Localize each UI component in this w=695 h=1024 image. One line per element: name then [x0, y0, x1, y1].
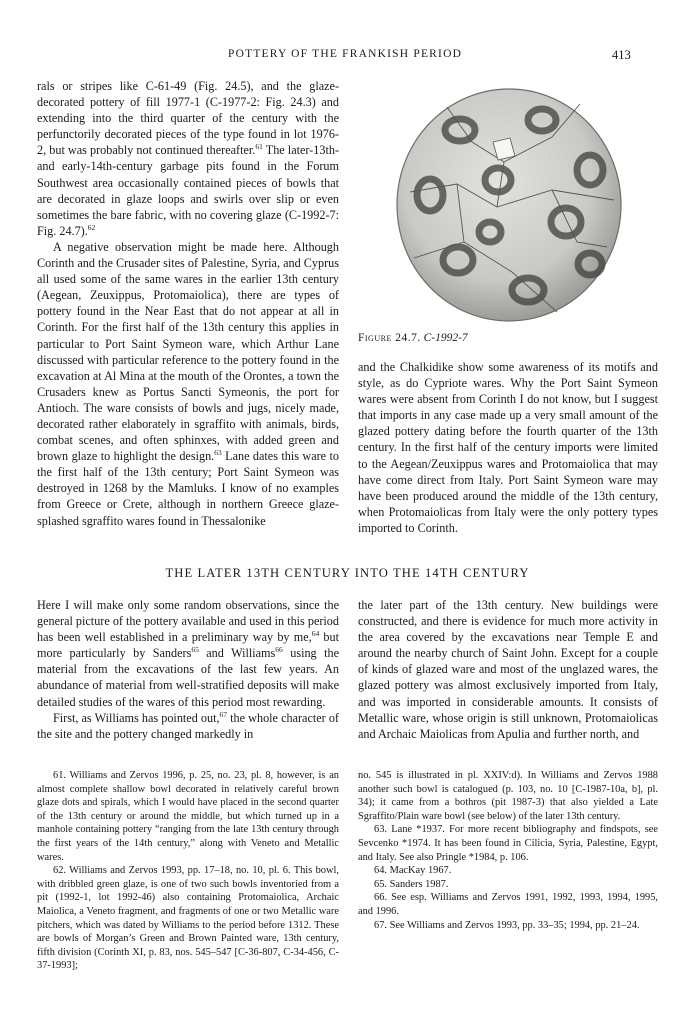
- text-run: but more particularly by Sanders: [37, 630, 339, 661]
- footnotes-left: [37, 769, 339, 973]
- text-run: rals or stripes like C-61-49 (Fig. 24.5), and the glaze-decorated pottery of fill 1977-1 (C-1977-2: Fig. 24.3) and extending into the third quarter of the century with the perfunctorily decorated pieces of the type found in lot 1976-2, but was probably not continued thereafter.: [37, 79, 339, 158]
- text-run: Lane dates this ware to the first half of the 13th century; Port Saint Symeon was destroyed in 1268 by the Mamluks. I know of no examples from Greece or Crete, although in northern Greece glaze-splashed sgraffito wares found in Thessalonike: [37, 449, 339, 528]
- footnote-ref[interactable]: 63: [214, 448, 222, 458]
- text-run: using the material from the excavations of the last few years. An abundance of material from well-stratified deposits will make detailed studies of the wares of this period most rewarding.: [37, 646, 339, 709]
- footnote: 61. Williams and Zervos 1996, p. 25, no. 23, pl. 8, however, is an almost complete shallow bowl decorated in relatively careful brown glaze dots and spirals, which I would have placed in the second quarter of the 13th century or around the middle, but which turned up in a manhole containing pottery “ranging from the late 13th century through the first years of the 14th century,” along with Veneto and Metallic wares.: [37, 770, 339, 863]
- paragraph: [358, 597, 658, 742]
- text-run: Here I will make only some random observations, since the general picture of the pottery available and used in this period has been well established in a preliminary way by me,: [37, 598, 339, 645]
- footnote-ref[interactable]: 64: [311, 629, 320, 639]
- footnote: 62. Williams and Zervos 1993, pp. 17–18, no. 10, pl. 6. This bowl, with dribbled green glaze, is one of two such bowls inventoried from a pit (1992-1, lot 1992-46) also containing Protomaiolica, Archaic Maiolica, a Veneto fragment, and fragments of one or two Metallic ware pitchers, which was dated by Williams to the period before 1312. These are bowls of Morgan’s Green and Brown Painted ware, 13th century, fifth division (Corinth XI, p. 83, nos. 545–547 [C-36-807, C-34-456, C-37-1993];: [37, 865, 339, 972]
- paragraph: [37, 78, 339, 239]
- text-run: First, as Williams has pointed out,: [53, 710, 220, 725]
- paragraph: [37, 710, 339, 742]
- footnote: 64. MacKay 1967.: [374, 865, 452, 877]
- paragraph: [37, 239, 339, 529]
- figure-label: Figure 24.7.: [358, 332, 421, 344]
- footnote-ref[interactable]: 67: [219, 709, 228, 719]
- text-run: the whole character of the site and the pottery changed markedly in: [37, 710, 339, 741]
- text-run: and the Chalkidike show some awareness of its motifs and style, as do Cypriote wares. Why the Port Saint Symeon wares were absent from Corinth I do not know, but I suggest that imports in any case made up a very small amount of the glazed pottery dating before the fourth quarter of the 13th century. In the first half of the century imports were limited to the Aegean/Zeuxippus wares and Protomaiolica that may have come direct from Italy. Port Saint Symeon ware may have been produced around the middle of the 13th century, when Protomaiolicas from Italy were the only pottery types imported to Corinth.: [358, 360, 658, 535]
- footnote-ref[interactable]: 62: [87, 222, 96, 232]
- right-column-bottom: [358, 597, 658, 742]
- footnote: no. 545 is illustrated in pl. XXIV:d). In Williams and Zervos 1988 another such bowl is catalogued (p. 103, no. 10 [C-1987-10a, b], pl. 34); it came from a bothros (pit 1987-3) that also yielded a Late Sgraffito/Plain ware bowl (see below) of the later 13th century.: [358, 770, 658, 822]
- figure-bowl-photo: [352, 72, 664, 330]
- footnotes-right: [358, 769, 658, 932]
- text-run: The later-13th- and early-14th-century garbage pits found in the Forum Southwest area occasionally contained pieces of bowls that are decorated in glaze loops and swirls over slip or even sometimes the bare fabric, with no covering glaze (C-1992-7: Fig. 24.7).: [37, 143, 339, 238]
- text-run: the later part of the 13th century. New buildings were constructed, and there is evidence for much more activity in the area covered by the excavations near Temple E and around the nearby church of Saint John. Except for a couple of kinds of glazed ware and most of the unglazed wares, the glazed pottery was almost exclusively imported from Italy, and was imported in considerable amounts. It consists of Metallic ware, whose origin is still unknown, Protomaiolicas and Archaic Maiolicas from Apulia and further north, and: [358, 598, 658, 741]
- paragraph: [358, 359, 658, 536]
- footnote: 63. Lane *1937. For more recent bibliography and findspots, see Sevcenko *1974. It has been found in Cilicia, Syria, Palestine, Egypt, and Italy. See also Pringle *1984, p. 106.: [358, 824, 658, 863]
- running-header: [0, 48, 695, 68]
- footnote: 65. Sanders 1987.: [374, 878, 449, 890]
- running-title: POTTERY OF THE FRANKISH PERIOD: [228, 48, 463, 60]
- footnote-ref[interactable]: 61: [255, 142, 263, 152]
- figure-reference: C-1992-7: [423, 332, 468, 344]
- paragraph: [37, 597, 339, 710]
- left-column-top: [37, 78, 339, 529]
- page-number: 413: [612, 48, 631, 62]
- footnote-ref[interactable]: 66: [275, 645, 283, 655]
- text-run: A negative observation might be made here. Although Corinth and the Crusader sites of Palestine, Syria, and Cyprus all used some of the same wares in the earlier 13th century (Aegean, Zeuxippus, Protomaiolica), there are types of pottery found in the Near East that do not appear at all in Corinth. For the first half of the 13th century this applies in particular to Port Saint Symeon ware, which Arthur Lane discussed with particular reference to the pottery found in the excavation at Al Mina at the mouth of the Orontes, a town the Crusaders knew as Portus Sancti Symeonis, the port for Antioch. The ware consists of bowls and jugs, nicely made, decorated rather elaborately in sgraffito with animals, birds, combat scenes, and often sphinxes, with added green and brown glaze to highlight the design.: [37, 239, 339, 464]
- bowl-illustration: [352, 72, 664, 330]
- left-column-bottom: [37, 597, 339, 742]
- figure-caption: [358, 332, 468, 344]
- footnote: 67. See Williams and Zervos 1993, pp. 33–35; 1994, pp. 21–24.: [374, 919, 640, 931]
- text-run: and Williams: [198, 646, 276, 661]
- section-heading: THE LATER 13TH CENTURY INTO THE 14TH CENTURY: [165, 566, 530, 580]
- footnote: 66. See esp. Williams and Zervos 1991, 1992, 1993, 1994, 1995, and 1996.: [358, 892, 658, 917]
- right-column-top: [358, 359, 658, 536]
- footnote-ref[interactable]: 65: [191, 645, 199, 655]
